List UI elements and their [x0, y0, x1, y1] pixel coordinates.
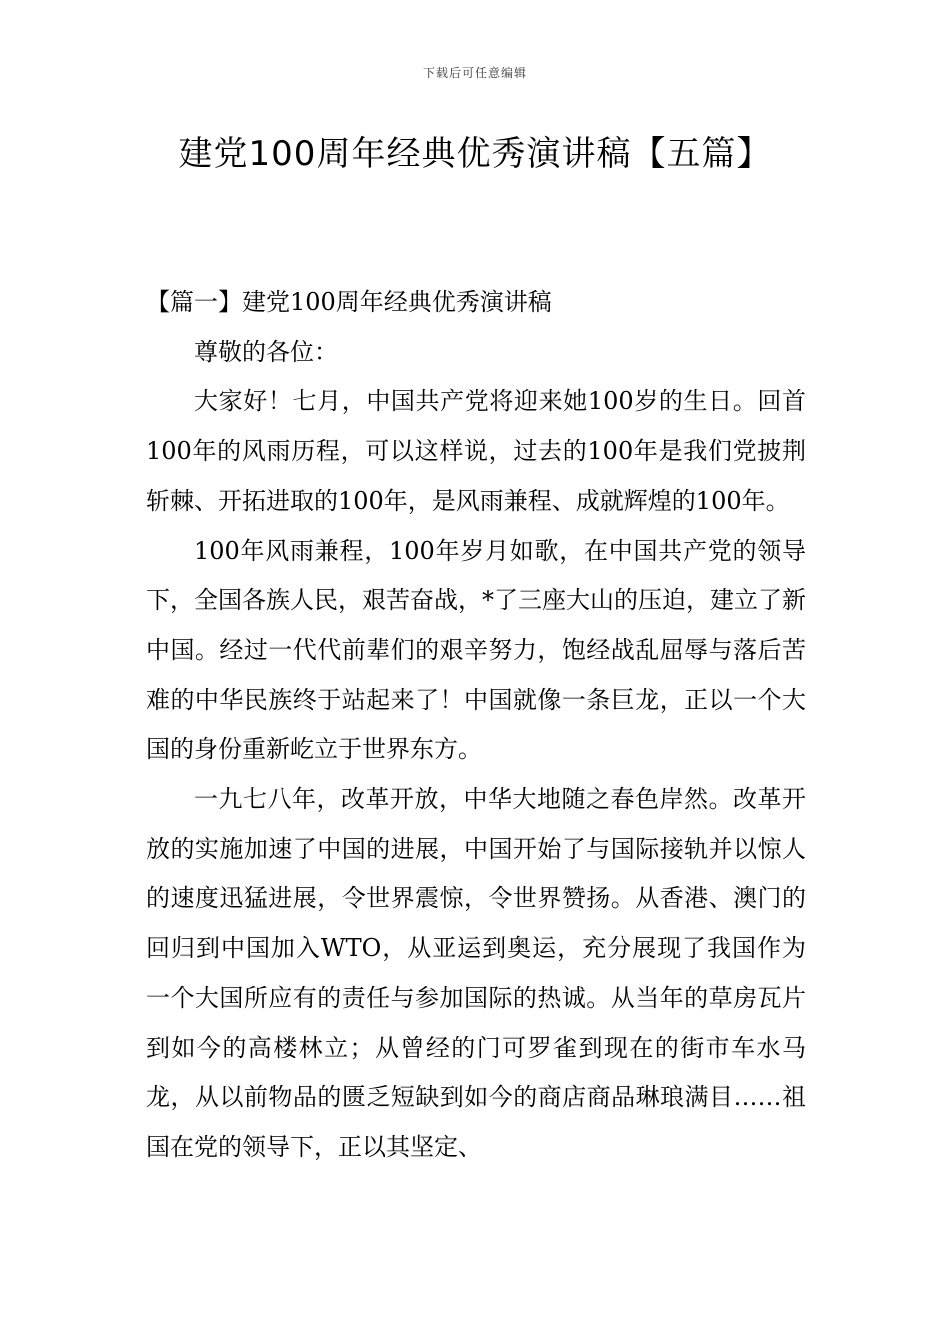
- document-body: [146, 278, 806, 1173]
- document-title: 建党100周年经典优秀演讲稿【五篇】: [178, 134, 772, 174]
- paragraph-2: 100年风雨兼程，100年岁月如歌，在中国共产党的领导下，全国各族人民，艰苦奋战，*了三座大山的压迫，建立了新中国。经过一代代前辈们的艰辛努力，饱经战乱屈辱与落后苦难的中华民族终于站起来了！中国就像一条巨龙，正以一个大国的身份重新屹立于世界东方。: [146, 536, 806, 764]
- salutation: 尊敬的各位：: [194, 337, 338, 366]
- header-note: 下载后可任意编辑: [422, 66, 527, 80]
- section-heading: 【篇一】建党100周年经典优秀演讲稿: [146, 288, 552, 316]
- paragraph-1: 大家好！七月，中国共产党将迎来她100岁的生日。回首100年的风雨历程，可以这样说，过去的100年是我们党披荆斩棘、开拓进取的100年，是风雨兼程、成就辉煌的100年。: [146, 387, 806, 515]
- paragraph-3: 一九七八年，改革开放，中华大地随之春色岸然。改革开放的实施加速了中国的进展，中国开始了与国际接轨并以惊人的速度迅猛进展，令世界震惊，令世界赞扬。从香港、澳门的回归到中国加入WTO，从亚运到奥运，充分展现了我国作为一个大国所应有的责任与参加国际的热诚。从当年的草房瓦片到如今的高楼林立；从曾经的门可罗雀到现在的街市车水马龙，从以前物品的匮乏短缺到如今的商店商品琳琅满目……祖国在党的领导下，正以其坚定、: [146, 785, 806, 1161]
